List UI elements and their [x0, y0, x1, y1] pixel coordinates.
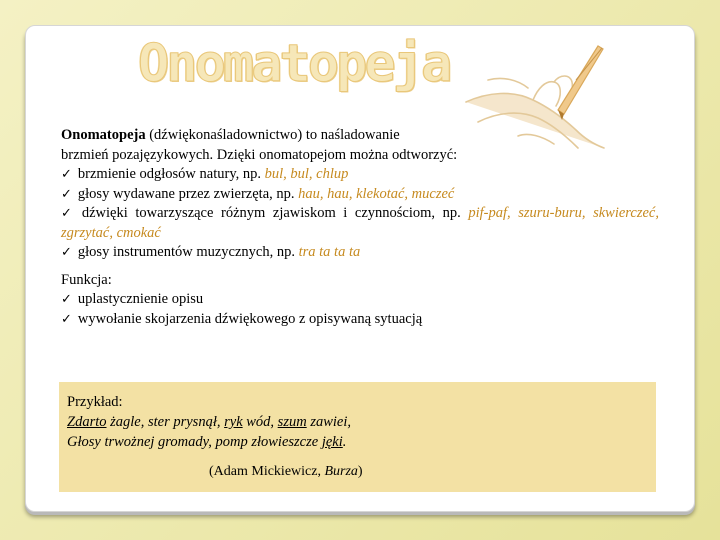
- function-item: ✓ uplastycznienie opisu: [61, 291, 204, 307]
- definition-section: [61, 126, 659, 329]
- intro-line-2: brzmień pozajęzykowych. Dzięki onomatopejom można odtworzyć:: [61, 146, 458, 163]
- checkmark-icon: ✓: [61, 311, 72, 327]
- list-item: ✓ głosy wydawane przez zwierzęta, np. hau, hau, klekotać, muczeć: [61, 185, 455, 202]
- checkmark-icon: ✓: [61, 292, 72, 307]
- function-heading: Funkcja:: [61, 271, 112, 288]
- function-item: ✓ wywołanie skojarzenia dźwiękowego z opisywaną sytuacją: [61, 310, 423, 327]
- quote-line-1: Zdarto żagle, ster prysnął, ryk wód, szum zawiei,: [67, 414, 351, 430]
- list-item: ✓ dźwięki towarzyszące różnym zjawiskom i czynnościom, np. pif-paf, szuru-buru, skwierczeć, zgrzytać, cmokać: [61, 205, 659, 241]
- checkmark-icon: ✓: [61, 167, 72, 182]
- quote-source: (Adam Mickiewicz, Burza): [209, 464, 363, 479]
- term: Onomatopeja: [61, 127, 146, 143]
- page-title: Onomatopeja: [138, 34, 450, 94]
- quote-line-2: Głosy trwożnej gromady, pomp złowieszcze jęki.: [67, 434, 347, 450]
- checkmark-icon: ✓: [61, 186, 72, 202]
- spacer: [61, 263, 659, 271]
- checkmark-icon: ✓: [61, 206, 76, 221]
- list-item: ✓ brzmienie odgłosów natury, np. bul, bul, chlup: [61, 166, 349, 182]
- intro-line-1: Onomatopeja (dźwiękonaśladownictwo) to naśladowanie: [61, 127, 400, 143]
- list-item: ✓ głosy instrumentów muzycznych, np. tra ta ta ta: [61, 244, 361, 260]
- checkmark-icon: ✓: [61, 245, 72, 260]
- example-heading: Przykład:: [67, 394, 123, 410]
- example-box: [59, 382, 656, 492]
